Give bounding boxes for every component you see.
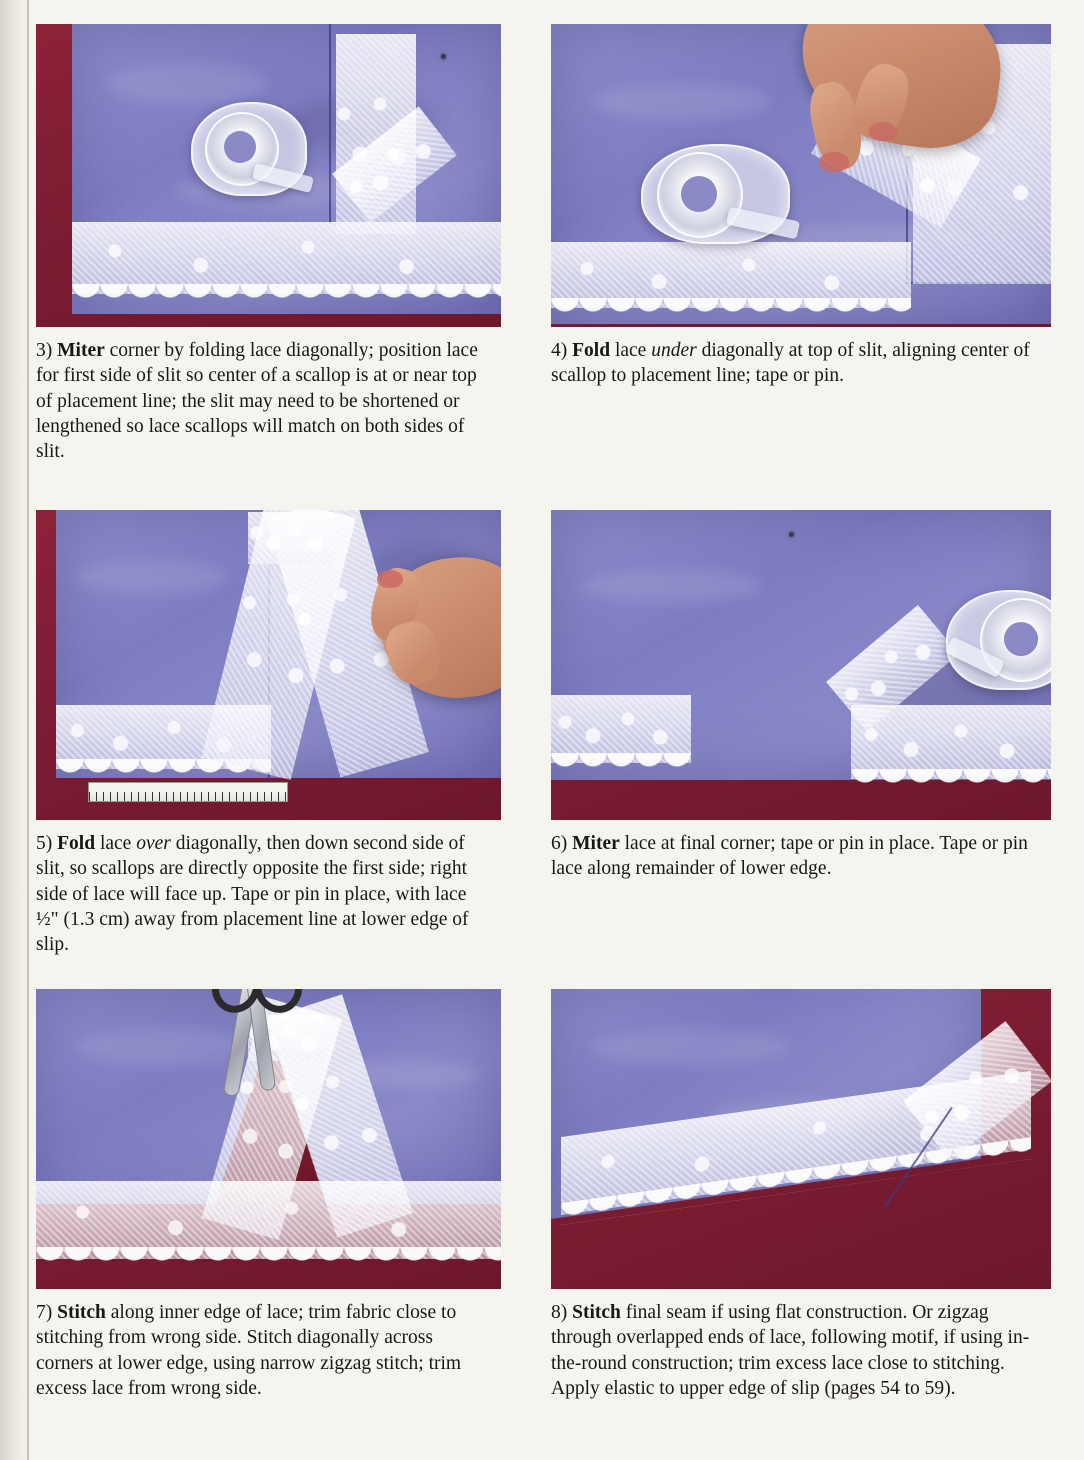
row-spacer (36, 963, 501, 989)
step-4-italic: under (651, 340, 697, 361)
step-6-photo (551, 510, 1051, 820)
step-3-photo (36, 24, 501, 327)
row-spacer (36, 488, 501, 510)
step-8-number: 8) (551, 1302, 568, 1323)
row-spacer (551, 963, 1051, 989)
lace-lower-edge (551, 242, 911, 327)
step-3 (36, 24, 501, 488)
step-7 (36, 989, 501, 1401)
step-5 (36, 510, 501, 963)
pin-head (789, 532, 794, 537)
thumbnail (869, 122, 897, 141)
fingernail (377, 570, 403, 588)
lace-lower-left (551, 695, 691, 787)
step-4-caption: 4) Fold lace under diagonally at top of slit, aligning center of scallop to placement line; tape or pin. (551, 340, 1030, 387)
step-5-photo (36, 510, 501, 820)
step-3-text: corner by folding lace diagonally; position lace for first side of slit so center of a scallop is at or near top of placement line; the slit may need to be shortened or lengthened so lace scallops will match on both sides of slit. (36, 340, 478, 463)
step-4 (551, 24, 1051, 488)
step-5-measurement: ½" (1.3 cm) (36, 909, 130, 931)
tape-dispenser (191, 102, 311, 207)
step-4-number: 4) (551, 340, 568, 361)
step-8-photo (551, 989, 1051, 1289)
step-7-caption: 7) Stitch along inner edge of lace; trim fabric close to stitching from wrong side. Stitch diagonally across corners at lower edge, using narrow zigzag stitch; trim excess lace from wrong side. (36, 1302, 462, 1400)
tape-dispenser (946, 590, 1051, 700)
step-7-lead: Stitch (57, 1302, 106, 1323)
step-8-caption: 8) Stitch final seam if using flat construction. Or zigzag through overlapped ends of lace, following motif, if using in-the-round construction; trim excess lace close to stitching. Apply elastic to upper edge of slip (pages 54 to 59). (551, 1302, 1030, 1400)
step-5-number: 5) (36, 833, 53, 854)
step-6-caption: 6) Miter lace at final corner; tape or pin in place. Tape or pin lace along remainder of lower edge. (551, 833, 1028, 880)
step-7-number: 7) (36, 1302, 53, 1323)
lace-miter-apex (248, 512, 334, 564)
tape-dispenser (641, 144, 801, 254)
step-6-number: 6) (551, 833, 568, 854)
step-6-lead: Miter (572, 833, 620, 854)
step-4-lead: Fold (572, 340, 611, 361)
pin-head (441, 54, 446, 59)
step-5-italic: over (136, 833, 171, 854)
step-6 (551, 510, 1051, 963)
row-spacer (551, 488, 1051, 510)
step-5-caption: 5) Fold lace over diagonally, then down second side of slit, so scallops are directly opposite the first side; right side of lace will face up. Tape or pin in place, with lace ½" (1.3 cm) away from placement line at lower edge of slip. (36, 833, 469, 956)
lace-lower-edge (36, 1181, 501, 1286)
step-5-lead: Fold (57, 833, 96, 854)
step-3-caption (36, 338, 491, 488)
step-3-lead: Miter (57, 340, 105, 361)
step-8-lead: Stitch (572, 1302, 621, 1323)
placement-line (329, 24, 331, 224)
step-8-page-reference: pages 54 to 59 (830, 1378, 945, 1400)
steps-grid (36, 24, 1046, 1401)
fingernail (819, 152, 849, 172)
step-3-number: 3) (36, 340, 53, 361)
paper-speck (848, 1396, 852, 1400)
ruler (88, 782, 288, 802)
step-4-photo (551, 24, 1051, 327)
step-7-photo (36, 989, 501, 1289)
step-8 (551, 989, 1051, 1401)
lace-lower-edge (72, 222, 501, 317)
